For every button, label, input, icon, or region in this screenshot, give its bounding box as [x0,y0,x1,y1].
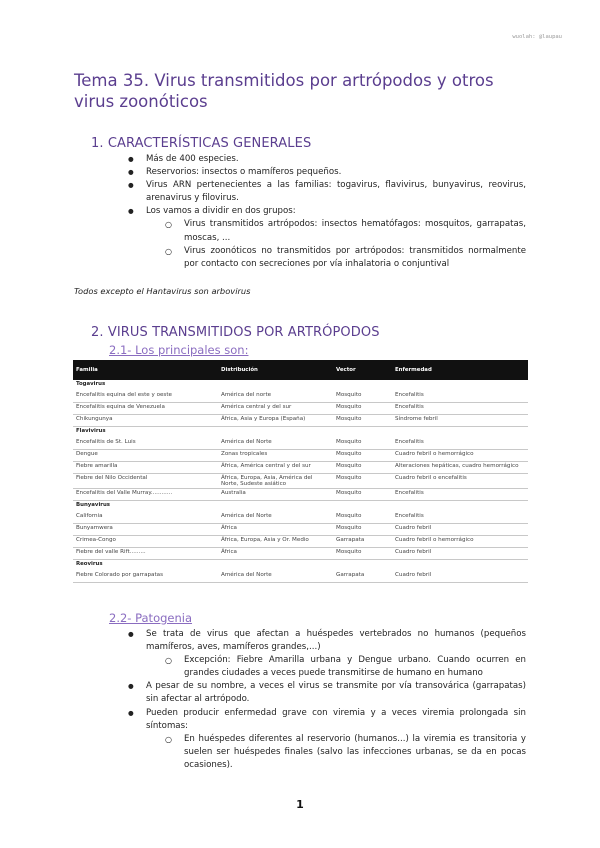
table-cell: Fiebre del valle Rift......... [73,548,218,560]
table-cell: Mosquito [333,438,392,450]
watermark: wuolah: @laupau [512,34,562,40]
table-cell: Cuadro febril o encefalitis [392,474,528,489]
table-cell: América del norte [218,391,333,403]
list-item: ● Virus ARN pertenecientes a las familias: togavirus, flavivirus, bunyavirus, reovirus, arenavirus y filovirus. [126,179,526,205]
table-cell: Cuadro febril [392,548,528,560]
section-1-list [126,153,526,271]
table-cell: Fiebre del Nilo Occidental [73,474,218,489]
table-cell: Síndrome febril [392,415,528,427]
table-row [73,415,528,427]
table-cell: Zonas tropicales [218,450,333,462]
table-row [73,474,528,489]
family-label: Bunyavirus [76,502,111,508]
section-2-heading: 2. VIRUS TRANSMITIDOS POR ARTRÓPODOS [91,325,380,340]
sub-list-item: ○ Virus zoonóticos no transmitidos por artrópodos: transmitidos normalmente por contacto con secreciones por vía inhalatoria o conjuntival [126,245,526,271]
table-row [73,524,528,536]
table-cell: Fiebre Colorado por garrapatas [73,571,218,583]
table-family-row [73,427,528,439]
table-cell: Mosquito [333,474,392,489]
table-cell: California [73,512,218,524]
table-cell: Encefalitis [392,489,528,501]
list-item: ● Reservorios: insectos o mamíferos pequeños. [126,166,526,179]
table-cell: Encefalitis equina de Venezuela [73,403,218,415]
table-cell: Mosquito [333,403,392,415]
table-cell: América del Norte [218,512,333,524]
table-cell: África [218,548,333,560]
table-cell: Cuadro febril o hemorrágico [392,450,528,462]
table-cell: Garrapata [333,536,392,548]
table-row [73,489,528,501]
list-item: ● A pesar de su nombre, a veces el virus se transmite por vía transovárica (garrapatas) sin afectar al artrópodo. [126,680,526,706]
document-title: Tema 35. Virus transmitidos por artrópodos y otros virus zoonóticos [74,71,494,111]
virus-table [73,360,528,583]
arbovirus-note: Todos excepto el Hantavirus son arbovirus [74,286,251,296]
table-cell: Encefalitis [392,403,528,415]
column-header: Enfermedad [392,360,528,380]
table-cell: Chikungunya [73,415,218,427]
table-cell: África, Europa, Asia y Or. Medio [218,536,333,548]
table-cell: Mosquito [333,489,392,501]
table-cell: Mosquito [333,391,392,403]
table-row [73,512,528,524]
table-cell: Encefalitis de St. Luis [73,438,218,450]
table-row [73,536,528,548]
table-row [73,571,528,583]
table-cell: Mosquito [333,450,392,462]
column-header: Vector [333,360,392,380]
table-row [73,391,528,403]
table-cell: Encefalitis equina del este y oeste [73,391,218,403]
table-cell: Encefalitis [392,438,528,450]
table-cell: Mosquito [333,512,392,524]
table-cell: Encefalitis del Valle Murray............ [73,489,218,501]
table-family-row [73,501,528,513]
table-cell: Cuadro febril o hemorrágico [392,536,528,548]
table-cell: Mosquito [333,462,392,474]
table-cell: África, Asia y Europa (España) [218,415,333,427]
table-cell: Mosquito [333,548,392,560]
family-label: Flavivirus [76,428,106,434]
subsection-2-1-heading: 2.1- Los principales son: [109,343,249,357]
table-family-row [73,380,528,391]
table-cell: Mosquito [333,524,392,536]
table-row [73,403,528,415]
table-cell: Mosquito [333,415,392,427]
table-row [73,462,528,474]
table-row [73,450,528,462]
list-item: ● Se trata de virus que afectan a huéspedes vertebrados no humanos (pequeños mamíferos, aves, mamíferos grandes,...) [126,628,526,654]
list-item: ● Más de 400 especies. [126,153,526,166]
table-cell: África [218,524,333,536]
list-item: ● Pueden producir enfermedad grave con viremia y a veces viremia prolongada sin síntomas: [126,707,526,733]
table-cell: África, Europa, Asia, América del Norte, Sudeste asiático [218,474,333,489]
table-cell: Cuadro febril [392,524,528,536]
list-item: ● Los vamos a dividir en dos grupos: [126,205,526,218]
sub-list-item: ○ Virus transmitidos artrópodos: insectos hematófagos: mosquitos, garrapatas, moscas, ... [126,218,526,244]
table-row [73,548,528,560]
sub-list-item: ○ Excepción: Fiebre Amarilla urbana y Dengue urbano. Cuando ocurren en grandes ciudades a veces puede transmitirse de humano en humano [126,654,526,680]
table-cell: África, América central y del sur [218,462,333,474]
table-cell: Bunyamwera [73,524,218,536]
table-row [73,438,528,450]
table-cell: Crimea-Congo [73,536,218,548]
table-cell: América del Norte [218,438,333,450]
table-header-row [73,360,528,380]
table-cell: Alteraciones hepáticas, cuadro hemorrágico [392,462,528,474]
table-cell: Encefalitis [392,391,528,403]
family-label: Reovirus [76,561,103,567]
pathogenesis-list [126,628,526,772]
subsection-2-2-heading: 2.2- Patogenia [109,611,193,625]
table-family-row [73,560,528,572]
table-cell: América del Norte [218,571,333,583]
column-header: Distribución [218,360,333,380]
column-header: Familia [73,360,218,380]
section-1-heading: 1. CARACTERÍSTICAS GENERALES [91,136,312,151]
table-cell: Australia [218,489,333,501]
sub-list-item: ○ En huéspedes diferentes al reservorio (humanos...) la viremia es transitoria y suelen ser huéspedes finales (salvo las infecciones urbanas, se da en pocas ocasiones). [126,733,526,772]
table-cell: Garrapata [333,571,392,583]
table-cell: Cuadro febril [392,571,528,583]
table-cell: Dengue [73,450,218,462]
table-cell: Fiebre amarilla [73,462,218,474]
page-number: 1 [296,798,304,811]
table-cell: América central y del sur [218,403,333,415]
family-label: Togavirus [76,381,106,387]
table-cell: Encefalitis [392,512,528,524]
